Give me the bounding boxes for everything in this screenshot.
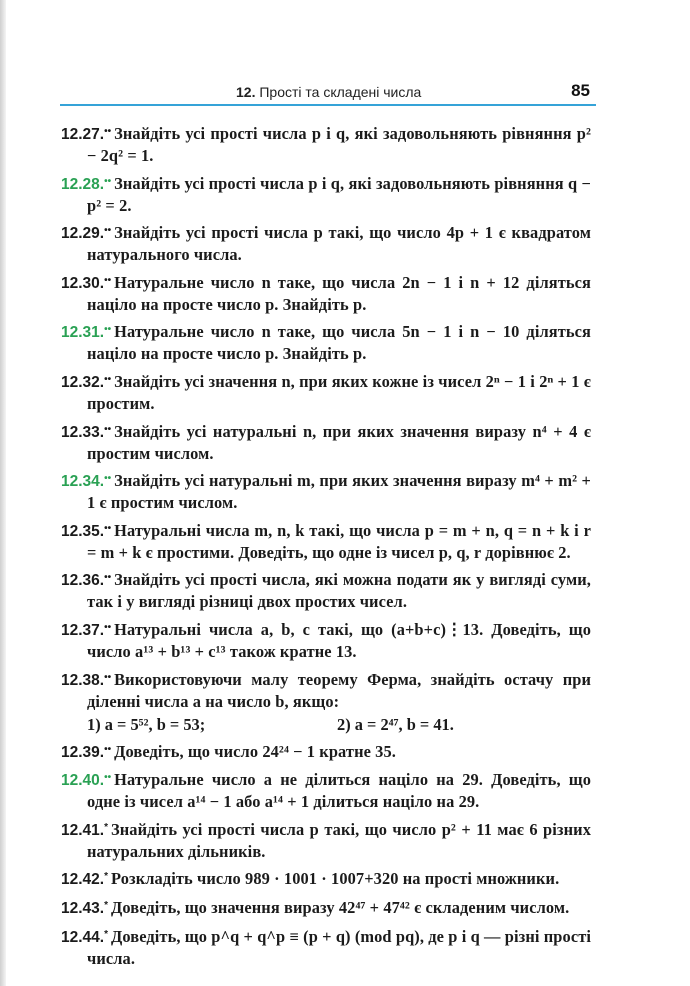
- exercise-text: Знайдіть усі прості числа p і q, які задовольняють рівняння p² − 2q² = 1.: [87, 124, 591, 165]
- difficulty-mark: *: [104, 899, 109, 911]
- exercise-12-29: [61, 220, 591, 265]
- exercise-number: 12.30.: [61, 274, 105, 292]
- exercise-12-41: [61, 817, 591, 862]
- exercise-number: 12.43.: [61, 899, 105, 917]
- difficulty-mark: ••: [104, 473, 112, 485]
- difficulty-mark: ••: [104, 671, 112, 683]
- exercise-12-34: [61, 468, 591, 513]
- exercise-12-27: [61, 121, 591, 166]
- part-2: 2) a = 2⁴⁷, b = 41.: [337, 714, 454, 734]
- difficulty-mark: ••: [104, 423, 112, 435]
- exercise-12-33: [61, 419, 591, 464]
- exercise-12-36: [61, 567, 591, 612]
- difficulty-mark: ••: [104, 743, 112, 755]
- exercise-text: Знайдіть усі натуральні m, при яких значення виразу m⁴ + m² + 1 є простим числом.: [87, 471, 591, 513]
- difficulty-mark: ••: [104, 175, 112, 187]
- exercise-text: Знайдіть усі прості числа p і q, які задовольняють рівняння q − p² = 2.: [87, 173, 591, 215]
- exercise-number: 12.37.: [61, 621, 105, 639]
- exercise-text: Доведіть, що значення виразу 42⁴⁷ + 47⁴² є складеним числом.: [111, 897, 570, 917]
- difficulty-mark: ••: [104, 373, 112, 385]
- exercise-12-38: [61, 667, 591, 712]
- exercise-12-40: [61, 767, 591, 812]
- exercise-12-31: [61, 319, 591, 364]
- exercise-12-38-parts: [61, 714, 591, 735]
- exercise-12-30: [61, 270, 591, 315]
- difficulty-mark: ••: [104, 621, 112, 633]
- difficulty-mark: ••: [104, 274, 112, 286]
- exercise-text: Натуральне число n таке, що числа 5n − 1 і n − 10 діляться націло на просте число p. Знайдіть p.: [87, 322, 591, 364]
- difficulty-mark: ••: [104, 324, 112, 336]
- exercise-12-42: [61, 866, 591, 890]
- page-edge-shadow: [0, 0, 6, 986]
- exercise-number: 12.36.: [61, 572, 105, 590]
- exercise-12-44: [61, 924, 591, 969]
- difficulty-mark: ••: [104, 126, 112, 137]
- difficulty-mark: *: [104, 928, 109, 940]
- exercise-12-39: [61, 739, 591, 763]
- exercise-number: 12.29.: [61, 225, 105, 243]
- exercise-text: Натуральні числа a, b, c такі, що (a+b+c)⋮13. Доведіть, що число a¹³ + b¹³ + c¹³ також кратне 13.: [87, 619, 591, 661]
- exercise-text: Знайдіть усі прості числа, які можна подати як у вигляді суми, так і у вигляді різниці двох простих чисел.: [87, 570, 591, 612]
- difficulty-mark: ••: [104, 572, 112, 584]
- exercise-text: Натуральні числа m, n, k такі, що числа p = m + n, q = n + k і r = m + k є простими. Доведіть, що одне із чисел p, q, r дорівнює 2.: [87, 520, 591, 562]
- difficulty-mark: *: [104, 871, 109, 883]
- exercise-number: 12.41.: [61, 821, 105, 839]
- exercise-number: 12.35.: [61, 522, 105, 540]
- exercise-12-43: [61, 895, 591, 919]
- exercise-text: Знайдіть усі натуральні n, при яких значення виразу n⁴ + 4 є простим числом.: [87, 421, 591, 463]
- section-number: 12.: [236, 84, 256, 100]
- difficulty-mark: ••: [104, 772, 112, 784]
- exercise-12-35: [61, 518, 591, 563]
- exercise-12-37: [61, 617, 591, 662]
- difficulty-mark: *: [104, 821, 109, 833]
- exercise-number: 12.42.: [61, 871, 105, 889]
- exercise-number: 12.40.: [61, 772, 105, 790]
- exercise-number: 12.33.: [61, 423, 105, 441]
- exercise-text: Знайдіть усі значення n, при яких кожне із чисел 2ⁿ − 1 і 2ⁿ + 1 є простим.: [87, 371, 591, 413]
- exercise-12-32: [61, 369, 591, 414]
- exercise-number: 12.28.: [61, 175, 105, 193]
- exercise-number: 12.34.: [61, 473, 105, 491]
- exercise-number: 12.32.: [61, 373, 105, 391]
- exercise-number: 12.31.: [61, 324, 105, 342]
- section-title-text: Прості та складені числа: [259, 84, 422, 100]
- exercise-text: Розкладіть число 989 · 1001 · 1007+320 на прості множники.: [111, 869, 560, 889]
- page-number: 85: [571, 81, 590, 100]
- section-title: [236, 84, 421, 100]
- exercise-text: Натуральне число n таке, що числа 2n − 1 і n + 12 діляться націло на просте число p. Знайдіть p.: [87, 272, 591, 314]
- exercise-text: Знайдіть усі прості числа p такі, що число p² + 11 має 6 різних натуральних дільників.: [87, 819, 591, 861]
- part-1: 1) a = 5⁵², b = 53;: [87, 714, 206, 734]
- exercise-number: 12.38.: [61, 671, 105, 689]
- exercise-text: Доведіть, що p^q + q^p ≡ (p + q) (mod pq), де p і q — різні прості числа.: [87, 926, 591, 968]
- difficulty-mark: ••: [104, 225, 112, 237]
- running-header: [60, 78, 596, 106]
- exercise-text: Доведіть, що число 24²⁴ − 1 кратне 35.: [114, 741, 396, 761]
- exercise-12-28: [61, 171, 591, 216]
- exercise-text: Натуральне число a не ділиться націло на 29. Доведіть, що одне із чисел a¹⁴ − 1 або a¹⁴ + 1 ділиться націло на 29.: [87, 770, 591, 812]
- exercise-number: 12.39.: [61, 743, 105, 761]
- exercise-text: Використовуючи малу теорему Ферма, знайдіть остачу при діленні числа a на число b, якщо:: [87, 669, 591, 711]
- exercise-text: Знайдіть усі прості числа p такі, що число 4p + 1 є квадратом натурального числа.: [87, 223, 591, 265]
- header-rule: [60, 104, 596, 106]
- exercise-number: 12.27.: [61, 126, 105, 143]
- exercise-list: [61, 121, 591, 973]
- difficulty-mark: ••: [104, 522, 112, 534]
- exercise-number: 12.44.: [61, 928, 105, 946]
